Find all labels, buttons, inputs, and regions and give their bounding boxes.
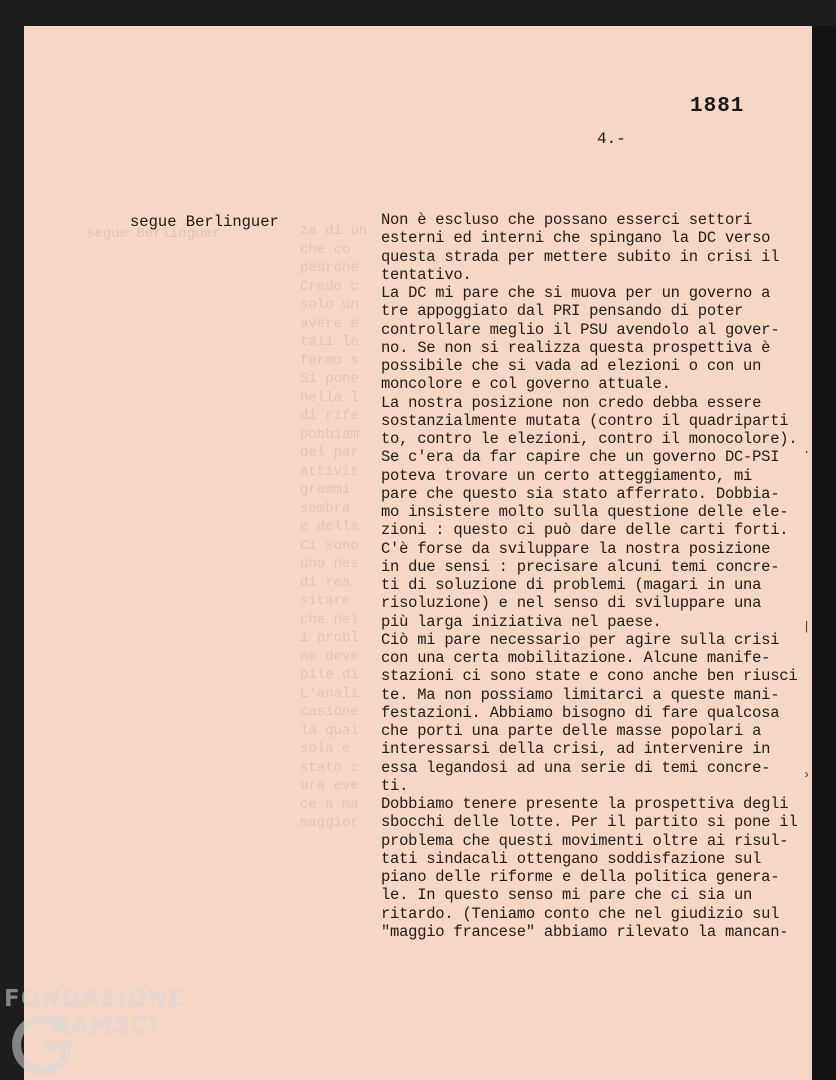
body-line: Ciò mi pare necessario per agire sulla crisi xyxy=(381,630,780,649)
body-line: La nostra posizione non credo debba essere xyxy=(381,393,762,412)
body-line: te. Ma non possiamo limitarci a queste mani- xyxy=(381,685,780,704)
body-line: Non è escluso che possano esserci settori xyxy=(381,211,753,229)
body-line: piano delle riforme e della politica genera- xyxy=(381,868,780,886)
body-line: sostanzialmente mutata (contro il quadriparti xyxy=(381,411,789,430)
body-line: questa strada per mettere subito in crisi il xyxy=(381,247,780,266)
body-line: mo insistere molto sulla questione delle ele- xyxy=(381,503,789,521)
body-line: ti di soluzione di problemi (magari in una xyxy=(381,576,762,594)
body-line: le. In questo senso mi pare che ci sia un xyxy=(381,886,753,905)
body-line: festazioni. Abbiamo bisogno di fare qualcosa xyxy=(381,703,780,722)
body-line: esterni ed interni che spingano la DC verso xyxy=(381,229,771,248)
body-line: poteva trovare un certo atteggiamento, mi xyxy=(381,466,753,485)
scan-edge xyxy=(812,26,836,1080)
body-line: ritardo. (Teniamo conto che nel giudizio sul xyxy=(381,904,780,923)
margin-mark: › xyxy=(803,768,811,782)
body-line: zioni : questo ci può dare delle carti forti. xyxy=(381,521,789,540)
body-line: Se c'era da far capire che un governo DC-PSI xyxy=(381,448,780,467)
body-line: che porti una parte delle masse popolari a xyxy=(381,722,762,740)
body-line: ti. xyxy=(381,776,409,795)
body-line: più larga iniziativa nel paese. xyxy=(381,612,662,631)
body-line: possibile che si vada ad elezioni o con un xyxy=(381,357,762,375)
body-text xyxy=(381,211,801,941)
page-number: 1881 xyxy=(690,95,745,118)
watermark-line-2: RAMSCI xyxy=(52,1013,159,1039)
body-line: moncolore e col governo attuale. xyxy=(381,375,671,394)
body-line: essa legandosi ad una serie di temi concre- xyxy=(381,758,771,777)
body-line: sbocchi delle lotte. Per il partito si pone il xyxy=(381,813,798,832)
body-line: controllare meglio il PSU avendolo al gover- xyxy=(381,320,780,339)
body-line: no. Se non si realizza questa prospettiva è xyxy=(381,338,771,357)
body-line: Dobbiamo tenere presente la prospettiva degli xyxy=(381,795,789,813)
body-line: problema che questi movimenti oltre ai risul- xyxy=(381,831,789,850)
body-line: La DC mi pare che si muova per un governo a xyxy=(381,284,771,302)
body-line: tati sindacali ottengano soddisfazione sul xyxy=(381,849,762,868)
speaker-label: segue Berlinguer xyxy=(130,213,279,231)
body-line: con una certa mobilitazione. Alcune manife- xyxy=(381,649,771,667)
body-line: tentativo. xyxy=(381,265,472,284)
margin-mark: | xyxy=(803,620,811,634)
margin-mark: . xyxy=(803,443,811,457)
body-line: stazioni ci sono state e cono anche ben riusci xyxy=(381,667,798,686)
body-line: risoluzione) e nel senso di sviluppare una xyxy=(381,594,762,613)
section-number: 4.- xyxy=(597,130,626,148)
body-line: C'è forse da sviluppare la nostra posizione xyxy=(381,539,771,558)
body-line: to, contro le elezioni, contro il monocolore). xyxy=(381,430,798,448)
watermark-line-1: FONDAZIONE xyxy=(4,986,186,1012)
body-line: "maggio francese" abbiamo rilevato la mancan- xyxy=(381,922,789,941)
body-line: in due sensi : precisare alcuni temi concre- xyxy=(381,557,780,576)
body-line: pare che questo sia stato afferrato. Dobbia- xyxy=(381,484,780,503)
body-line: interessarsi della crisi, ad intervenire in xyxy=(381,740,771,759)
watermark xyxy=(4,988,185,1038)
body-line: tre appoggiato dal PRI pensando di poter xyxy=(381,302,744,321)
